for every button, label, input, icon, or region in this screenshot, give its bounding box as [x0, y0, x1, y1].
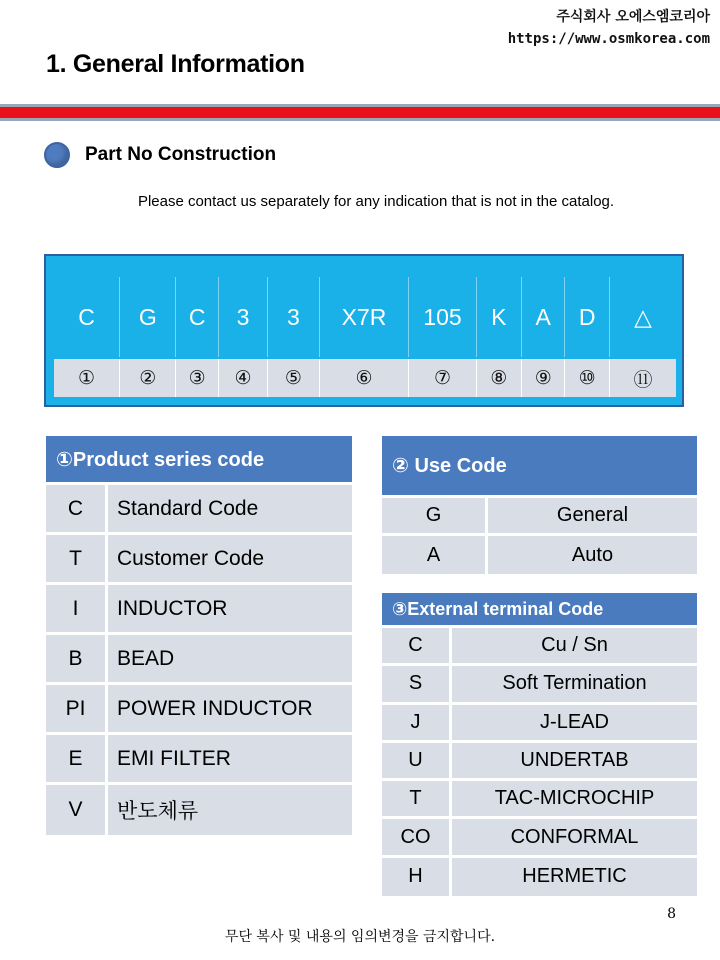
circle-bullet-icon	[44, 142, 70, 168]
part-code-cell: 3	[268, 277, 319, 357]
code-cell: C	[46, 485, 108, 532]
position-number-cell: ⑨	[522, 359, 565, 397]
table-row	[46, 735, 352, 785]
product-series-header: ①Product series code	[46, 436, 352, 485]
code-cell: T	[46, 535, 108, 582]
table-row	[46, 635, 352, 685]
part-code-cell: G	[120, 277, 176, 357]
page-number: 8	[667, 906, 676, 922]
description-cell: Soft Termination	[502, 672, 647, 695]
part-code-row	[54, 277, 676, 357]
position-number-cell: ⑪	[633, 368, 653, 391]
code-cell: A	[382, 536, 488, 574]
code-cell: U	[382, 743, 452, 778]
table-row	[382, 743, 697, 781]
part-code-cell: A	[522, 277, 565, 357]
external-terminal-table	[382, 593, 697, 896]
part-code-cell: 105	[409, 277, 476, 357]
part-code-cell: K	[477, 277, 522, 357]
code-cell: J	[382, 705, 452, 740]
position-number-cell: ⑩	[565, 359, 609, 397]
description-cell: BEAD	[117, 646, 175, 670]
position-number-cell: ⑤	[268, 359, 319, 397]
code-cell: E	[46, 735, 108, 782]
table-row	[382, 705, 697, 743]
company-url[interactable]: https://www.osmkorea.com	[507, 31, 710, 47]
table-row	[382, 858, 697, 896]
copyright-notice: 무단 복사 및 내용의 임의변경을 금지합니다.	[224, 929, 496, 945]
company-name: 주식회사 오에스엠코리아	[556, 9, 710, 25]
table-row	[382, 781, 697, 819]
part-code-cell: C	[176, 277, 218, 357]
section-title: Part No Construction	[85, 144, 277, 165]
description-cell: INDUCTOR	[117, 596, 228, 620]
table-row	[382, 819, 697, 857]
part-code-cell: 3	[219, 277, 268, 357]
description-cell: HERMETIC	[522, 865, 627, 888]
table-row	[46, 585, 352, 635]
description-cell: TAC-MICROCHIP	[494, 787, 655, 810]
part-number-box	[44, 254, 684, 407]
position-number-cell: ⑦	[409, 359, 476, 397]
catalog-note: Please contact us separately for any indication that is not in the catalog.	[137, 193, 615, 210]
code-cell: S	[382, 666, 452, 701]
table-row	[46, 685, 352, 735]
table-row	[382, 498, 697, 536]
description-cell: Standard Code	[117, 496, 259, 520]
use-code-header: ② Use Code	[382, 436, 697, 498]
external-terminal-header: ③External terminal Code	[382, 593, 697, 628]
code-cell: H	[382, 858, 452, 896]
description-cell: Auto	[571, 543, 614, 566]
description-cell: General	[556, 504, 629, 526]
code-cell: V	[46, 785, 108, 835]
position-number-row	[54, 359, 676, 397]
code-cell: T	[382, 781, 452, 816]
part-code-cell: D	[565, 277, 609, 357]
description-cell: 반도체류	[117, 799, 199, 823]
use-code-table	[382, 436, 697, 574]
part-code-cell: C	[54, 277, 120, 357]
description-cell: EMI FILTER	[117, 746, 231, 770]
part-code-cell: X7R	[320, 277, 410, 357]
description-cell: POWER INDUCTOR	[117, 696, 313, 720]
part-code-cell: △	[634, 303, 652, 330]
table-row	[382, 666, 697, 704]
description-cell: Cu / Sn	[541, 634, 608, 657]
description-cell: UNDERTAB	[520, 749, 629, 772]
position-number-cell: ④	[219, 359, 268, 397]
code-cell: I	[46, 585, 108, 632]
product-series-table	[46, 436, 352, 835]
position-number-cell: ②	[120, 359, 176, 397]
table-row	[382, 628, 697, 666]
position-number-cell: ③	[176, 359, 218, 397]
description-cell: J-LEAD	[540, 710, 609, 733]
table-row	[382, 536, 697, 574]
code-cell: C	[382, 628, 452, 663]
table-row	[46, 785, 352, 835]
position-number-cell: ⑥	[320, 359, 410, 397]
company-header	[508, 6, 710, 50]
code-cell: PI	[46, 685, 108, 732]
description-cell: Customer Code	[117, 546, 265, 570]
position-number-cell: ①	[54, 359, 120, 397]
code-cell: G	[382, 498, 488, 533]
description-cell: CONFORMAL	[510, 825, 639, 848]
red-divider-bar	[0, 104, 720, 121]
position-number-cell: ⑧	[477, 359, 522, 397]
table-row	[46, 535, 352, 585]
table-row	[46, 485, 352, 535]
code-cell: B	[46, 635, 108, 682]
code-cell: CO	[382, 819, 452, 854]
page-title: 1. General Information	[46, 50, 305, 78]
